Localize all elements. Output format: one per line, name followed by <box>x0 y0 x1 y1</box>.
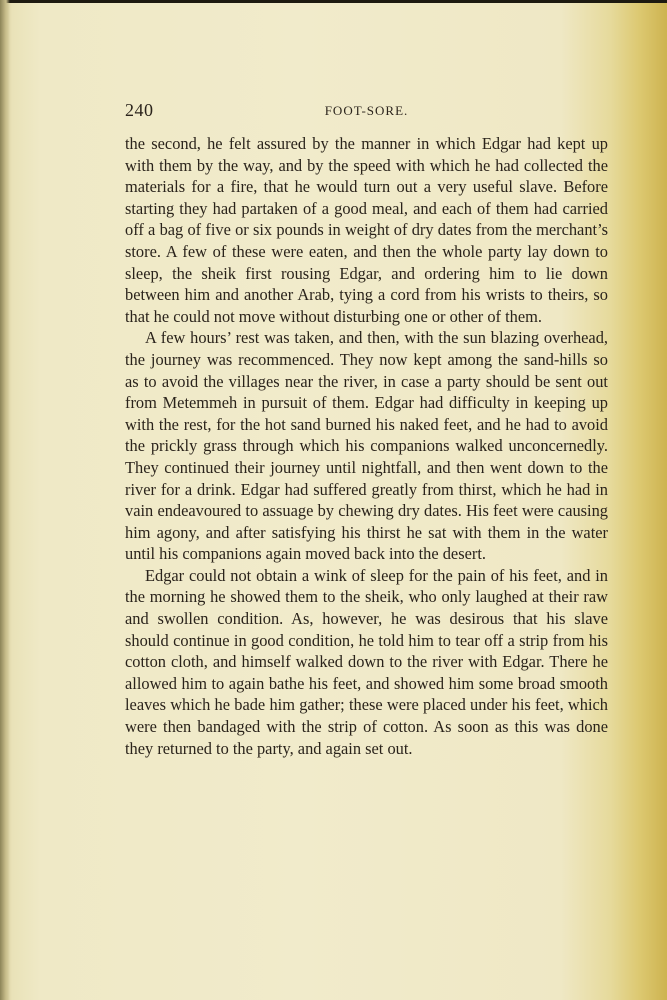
page-number: 240 <box>125 100 154 120</box>
paragraph-1: the second, he felt assured by the manner in which Edgar had kept up with them by the way, and by the speed with which he had collected the materials for a fire, that he would turn out a very useful slave. Before starting they had partaken of a good meal, and each of them had carried off a bag of five or six pounds in weight of dry dates from the merchant’s store. A few of these were eaten, and then the whole party lay down to sleep, the sheik first rousing Edgar, and ordering him to lie down between him and another Arab, tying a cord from his wrists to theirs, so that he could not move without disturbing one or other of them. <box>125 134 608 326</box>
page-header <box>125 100 608 122</box>
body-text <box>125 133 608 759</box>
paragraph-3: Edgar could not obtain a wink of sleep for the pain of his feet, and in the morning he showed them to the sheik, who only laughed at their raw and swollen condition. As, however, he was desirous that his slave should continue in good condition, he told him to tear off a strip from his cotton cloth, and himself walked down to the river with Edgar. There he allowed him to again bathe his feet, and showed him some broad smooth leaves which he bade him gather; these were placed under his feet, which were then bandaged with the strip of cotton. As soon as this was done they returned to the party, and again set out. <box>125 565 608 758</box>
running-head: FOOT-SORE. <box>324 103 409 118</box>
paragraph-2: A few hours’ rest was taken, and then, with the sun blazing overhead, the journey was recommenced. They now kept among the sand-hills so as to avoid the villages near the river, in case a party should be sent out from Metemmeh in pursuit of them. Edgar had difficulty in keeping up with the rest, for the hot sand burned his naked feet, and he had to avoid the prickly grass through which his companions walked unconcernedly. They continued their journey until nightfall, and then went down to the river for a drink. Edgar had suffered greatly from thirst, which he had in vain endeavoured to assuage by chewing dry dates. His feet were causing him agony, and after satisfying his thirst he sat with them in the water until his companions again moved back into the desert. <box>125 328 608 564</box>
page-binding-edge <box>0 0 10 1000</box>
